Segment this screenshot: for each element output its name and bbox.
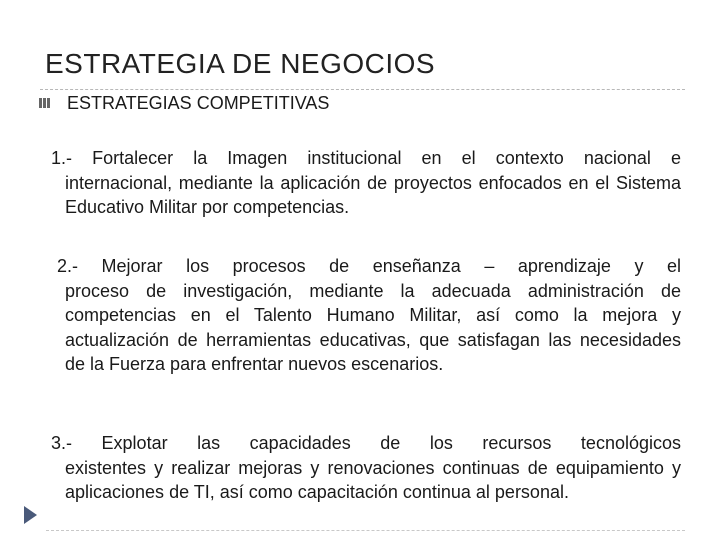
title-divider	[40, 89, 685, 90]
section-subtitle: ESTRATEGIAS COMPETITIVAS	[67, 93, 330, 113]
strategy-item-3-rest: existentes y realizar mejoras y renovaciones continuas de equipamiento y aplicaciones de TI, así como capacitación continua al personal.	[65, 457, 681, 502]
page-title: ESTRATEGIA DE NEGOCIOS	[45, 48, 436, 79]
strategy-item-2-rest: proceso de investigación, mediante la adecuada administración de competencias en el Talento Humano Militar, así como la mejora y actualización de herramientas educativas, que satisfagan las necesidades de la Fuerza para enfrentar nuevos escenarios.	[65, 280, 681, 374]
strategy-item-3	[51, 431, 681, 505]
triangle-arrow-icon[interactable]	[24, 506, 37, 524]
footer-divider	[46, 530, 685, 531]
strategy-item-1-rest: internacional, mediante la aplicación de proyectos enfocados en el Sistema Educativo Militar por competencias.	[65, 172, 681, 217]
strategy-item-1-first-line: 1.- Fortalecer la Imagen institucional en el contexto nacional e	[51, 148, 681, 168]
strategy-item-2	[51, 254, 681, 377]
strategy-item-2-first-line: 2.- Mejorar los procesos de enseñanza – aprendizaje y el	[57, 256, 681, 276]
strategy-item-1	[51, 146, 681, 220]
square-bullet-icon	[38, 96, 54, 112]
strategy-item-3-first-line: 3.- Explotar las capacidades de los recursos tecnológicos	[51, 433, 681, 453]
